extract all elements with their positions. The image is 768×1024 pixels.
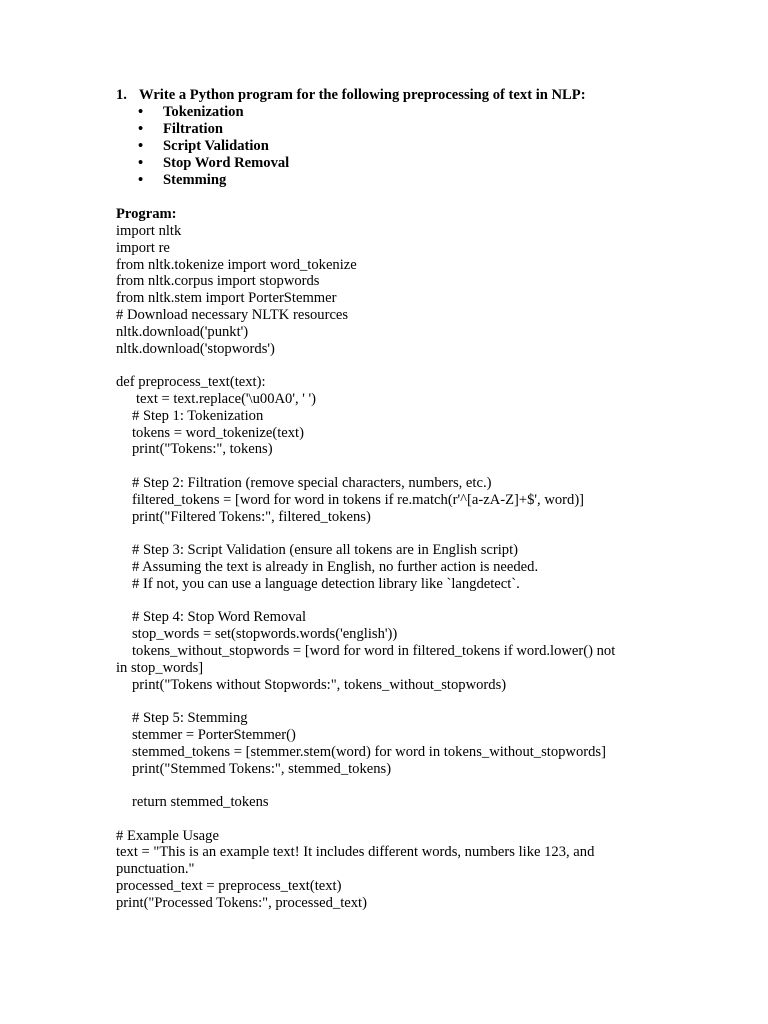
code-line: tokens_without_stopwords = [word for word in filtered_tokens if word.lower() not <box>132 642 616 659</box>
code-line: # Example Usage <box>116 827 219 844</box>
blank-line <box>116 357 676 374</box>
code-line: # Step 5: Stemming <box>132 710 248 727</box>
task-item-stop-word-removal: • Stop Word Removal <box>138 155 290 171</box>
code-line: print("Filtered Tokens:", filtered_tokens) <box>132 508 371 525</box>
code-line: # Step 3: Script Validation (ensure all tokens are in English script) <box>132 542 518 559</box>
document-page <box>116 87 676 912</box>
bullet-icon: • <box>138 155 144 171</box>
question-title <box>116 87 676 104</box>
code-line: # Step 2: Filtration (remove special characters, numbers, etc.) <box>132 474 492 491</box>
question-text: Write a Python program for the following preprocessing of text in NLP: <box>139 87 586 103</box>
code-line: punctuation." <box>116 861 195 878</box>
code-line: # Step 1: Tokenization <box>132 407 264 424</box>
bullet-icon: • <box>138 121 144 137</box>
code-line: stop_words = set(stopwords.words('english')) <box>132 626 398 643</box>
code-line: text = text.replace('\u00A0', ' ') <box>136 390 317 407</box>
task-item-tokenization: • Tokenization <box>138 104 244 120</box>
code-line: from nltk.corpus import stopwords <box>116 273 320 290</box>
blank-line <box>116 525 676 542</box>
code-line: stemmer = PorterStemmer() <box>132 726 296 743</box>
code-line: # Assuming the text is already in English, no further action is needed. <box>132 558 539 575</box>
code-line: print("Tokens without Stopwords:", tokens_without_stopwords) <box>132 676 507 693</box>
code-line: tokens = word_tokenize(text) <box>132 424 304 441</box>
blank-line <box>116 693 676 710</box>
blank-line <box>116 593 676 610</box>
bullet-icon: • <box>138 138 144 154</box>
bullet-icon: • <box>138 104 144 120</box>
blank-line <box>116 777 676 794</box>
code-line: nltk.download('stopwords') <box>116 340 275 357</box>
code-line: from nltk.stem import PorterStemmer <box>116 290 337 307</box>
task-item-stemming: • Stemming <box>138 172 227 188</box>
code-line: print("Tokens:", tokens) <box>132 441 273 458</box>
program-heading: Program: <box>116 206 177 222</box>
code-line: import re <box>116 239 170 256</box>
blank-line <box>116 458 676 475</box>
code-line: # Download necessary NLTK resources <box>116 306 349 323</box>
code-line: import nltk <box>116 223 182 239</box>
code-line: text = "This is an example text! It includes different words, numbers like 123, and <box>116 844 595 861</box>
bullet-icon: • <box>138 172 144 188</box>
code-line: def preprocess_text(text): <box>116 374 266 391</box>
task-item-filtration: • Filtration <box>138 121 223 137</box>
question-number: 1. <box>116 87 127 103</box>
code-line: print("Processed Tokens:", processed_text) <box>116 894 367 911</box>
blank-line <box>116 811 676 828</box>
task-list <box>116 104 676 189</box>
code-line: nltk.download('punkt') <box>116 323 249 340</box>
task-item-script-validation: • Script Validation <box>138 138 269 154</box>
code-line: processed_text = preprocess_text(text) <box>116 878 342 895</box>
code-line: # If not, you can use a language detection library like `langdetect`. <box>132 575 520 592</box>
code-line: in stop_words] <box>116 659 204 676</box>
code-line: stemmed_tokens = [stemmer.stem(word) for word in tokens_without_stopwords] <box>132 743 606 760</box>
code-line: filtered_tokens = [word for word in tokens if re.match(r'^[a-zA-Z]+$', word)] <box>132 491 585 508</box>
code-line: # Step 4: Stop Word Removal <box>132 609 307 626</box>
program-code <box>116 223 676 912</box>
code-line: from nltk.tokenize import word_tokenize <box>116 256 357 273</box>
code-line: print("Stemmed Tokens:", stemmed_tokens) <box>132 760 392 777</box>
code-line: return stemmed_tokens <box>132 794 269 811</box>
